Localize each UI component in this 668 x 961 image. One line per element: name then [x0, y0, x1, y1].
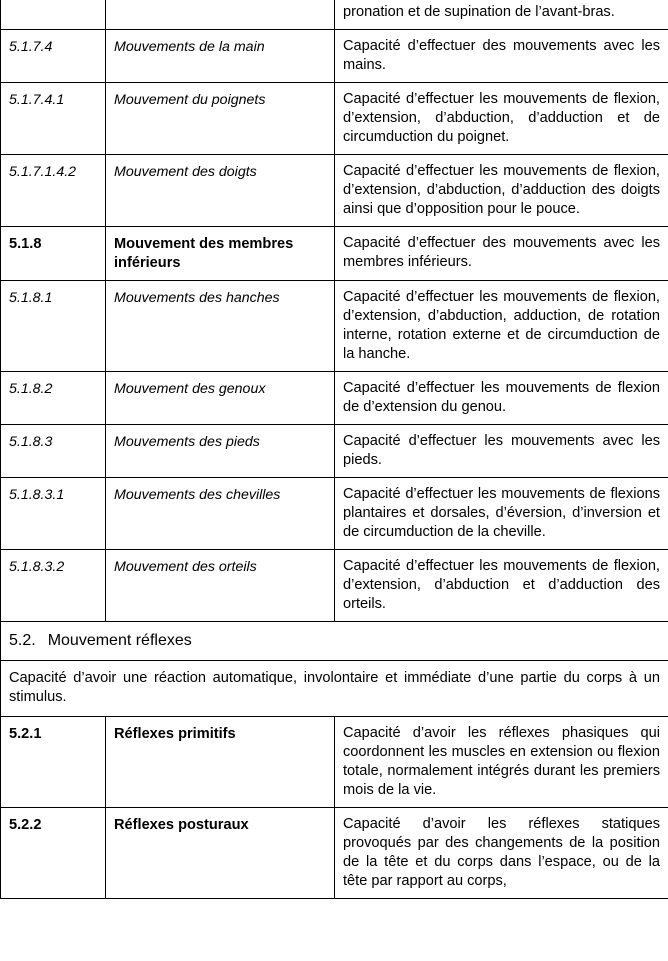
name-cell [106, 0, 335, 30]
code-cell: 5.1.8.2 [1, 372, 106, 425]
description-cell: pronation et de supination de l’avant-bras. [335, 0, 668, 30]
name-cell: Mouvements des pieds [106, 425, 335, 478]
code-cell: 5.1.8.3 [1, 425, 106, 478]
table-row [1, 227, 668, 281]
table-row [1, 425, 668, 478]
section-description: Capacité d’avoir une réaction automatique, involontaire et immédiate d’une partie du corps à un stimulus. [1, 661, 668, 717]
description-cell: Capacité d’effectuer des mouvements avec les membres inférieurs. [335, 227, 668, 281]
table-row [1, 30, 668, 83]
table-row [1, 83, 668, 155]
name-cell: Mouvements des hanches [106, 281, 335, 372]
description-cell: Capacité d’effectuer les mouvements de flexion de d’extension du genou. [335, 372, 668, 425]
table-row [1, 478, 668, 550]
name-cell: Mouvement des genoux [106, 372, 335, 425]
section-heading [1, 622, 668, 661]
table-row [1, 550, 668, 622]
description-cell: Capacité d’effectuer des mouvements avec les mains. [335, 30, 668, 83]
code-cell: 5.2.2 [1, 808, 106, 899]
code-cell: 5.1.7.4.1 [1, 83, 106, 155]
table-row [1, 372, 668, 425]
description-cell: Capacité d’effectuer les mouvements de flexion, d’extension, d’abduction, d’adduction des doigts ainsi que d’opposition pour le pouce. [335, 155, 668, 227]
code-cell: 5.1.8 [1, 227, 106, 281]
table-row [1, 717, 668, 808]
name-cell: Réflexes primitifs [106, 717, 335, 808]
code-cell: 5.1.8.3.2 [1, 550, 106, 622]
name-cell: Mouvements de la main [106, 30, 335, 83]
code-cell: 5.1.8.3.1 [1, 478, 106, 550]
description-cell: Capacité d’effectuer les mouvements de flexion, d’extension, d’abduction et d’adduction des orteils. [335, 550, 668, 622]
name-cell: Mouvement des orteils [106, 550, 335, 622]
section-block [1, 622, 668, 717]
table-body-top [1, 0, 668, 622]
section-title: Mouvement réflexes [47, 632, 192, 649]
name-cell: Mouvements des chevilles [106, 478, 335, 550]
name-cell: Réflexes posturaux [106, 808, 335, 899]
section-heading-row [1, 622, 668, 661]
description-cell: Capacité d’effectuer les mouvements de flexions plantaires et dorsales, d’éversion, d’inversion et de circumduction de la cheville. [335, 478, 668, 550]
code-cell [1, 0, 106, 30]
description-cell: Capacité d’effectuer les mouvements de flexion, d’extension, d’abduction, d’adduction et de circumduction du poignet. [335, 83, 668, 155]
section-number: 5.2. [9, 632, 36, 649]
name-cell: Mouvement des doigts [106, 155, 335, 227]
description-cell: Capacité d’effectuer les mouvements avec les pieds. [335, 425, 668, 478]
table-row [1, 281, 668, 372]
code-cell: 5.1.8.1 [1, 281, 106, 372]
name-cell: Mouvement des membres inférieurs [106, 227, 335, 281]
code-cell: 5.1.7.4 [1, 30, 106, 83]
code-cell: 5.2.1 [1, 717, 106, 808]
table-row [1, 808, 668, 899]
table-body-bottom [1, 717, 668, 899]
name-cell: Mouvement du poignets [106, 83, 335, 155]
code-cell: 5.1.7.1.4.2 [1, 155, 106, 227]
table-row [1, 155, 668, 227]
table-row [1, 0, 668, 30]
description-cell: Capacité d’effectuer les mouvements de flexion, d’extension, d’abduction, adduction, de rotation interne, rotation externe et de circumduction de la hanche. [335, 281, 668, 372]
section-description-row [1, 661, 668, 717]
description-cell: Capacité d’avoir les réflexes statiques provoqués par des changements de la position de la tête et du corps dans l’espace, ou de la tête par rapport au corps, [335, 808, 668, 899]
description-cell: Capacité d’avoir les réflexes phasiques qui coordonnent les muscles en extension ou flexion totale, normalement intégrés durant les premiers mois de la vie. [335, 717, 668, 808]
